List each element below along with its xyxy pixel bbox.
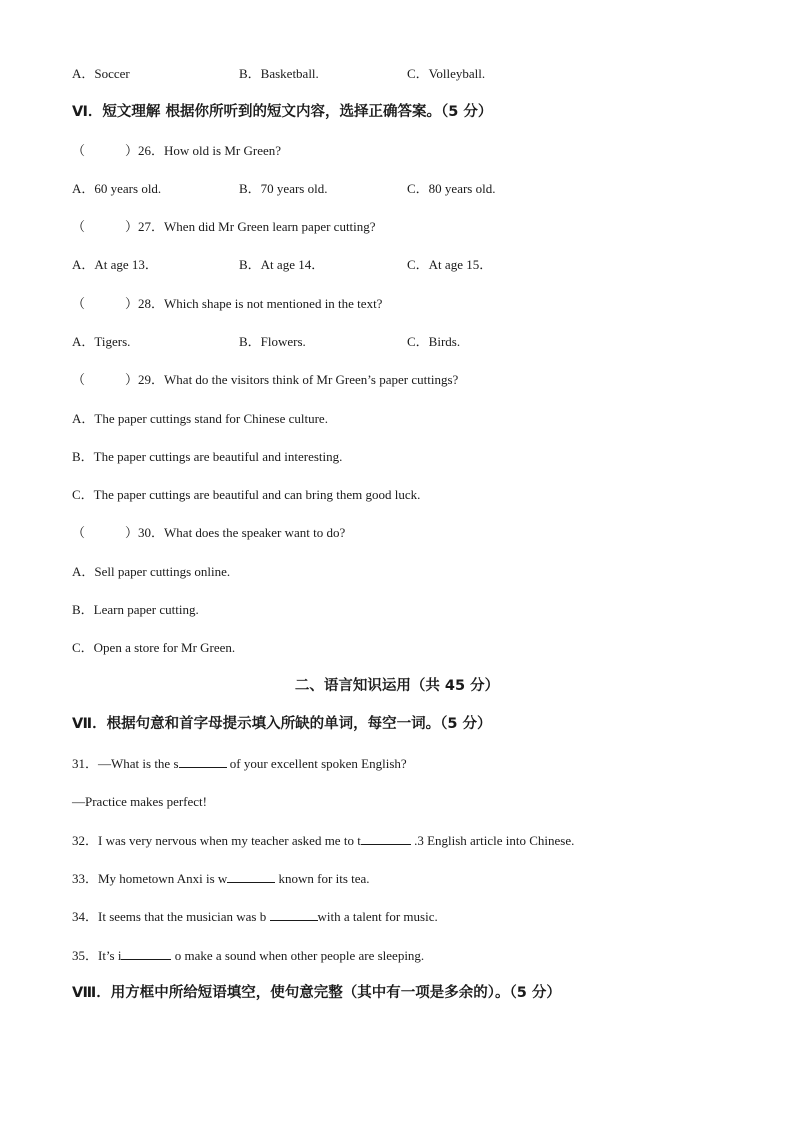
q27-option-c: C．At age 15． — [407, 257, 493, 272]
q26-option-c: C．80 years old. — [407, 181, 496, 196]
question-29 — [72, 372, 458, 388]
question-35 — [72, 947, 424, 964]
answer-paren-open: （ — [72, 219, 86, 234]
answer-paren-close: ） — [125, 143, 139, 158]
question-33-text-start: 33．My hometown Anxi is w — [72, 871, 228, 886]
answer-paren-close: ） — [125, 525, 139, 540]
question-34-text-end: with a talent for music. — [317, 909, 438, 924]
question-31-text-end: of your excellent spoken English? — [226, 756, 407, 771]
part-2-heading: 二、语言知识运用（共 45 分） — [294, 678, 500, 694]
question-27-text: 27．When did Mr Green learn paper cutting? — [138, 219, 376, 234]
answer-paren-close: ） — [125, 372, 139, 387]
question-33 — [72, 870, 370, 887]
q27-option-b: B．At age 14． — [239, 257, 325, 272]
answer-paren-close: ） — [125, 219, 139, 234]
section-6-heading: Ⅵ．短文理解 根据你所听到的短文内容，选择正确答案。（5 分） — [72, 104, 493, 120]
question-26 — [72, 143, 281, 159]
answer-paren-open: （ — [72, 372, 86, 387]
question-35-text-end: o make a sound when other people are sleeping. — [171, 948, 425, 963]
question-31-response: —Practice makes perfect! — [72, 794, 207, 809]
question-31-text-start: 31．—What is the s — [72, 756, 179, 771]
question-32-text-end: .3 English article into Chinese. — [410, 833, 575, 848]
question-33-text-end: known for its tea. — [275, 871, 370, 886]
q25-option-c: C．Volleyball. — [407, 66, 486, 81]
q26-option-b: B．70 years old. — [239, 181, 328, 196]
q28-option-c: C．Birds. — [407, 334, 461, 349]
answer-blank — [270, 908, 318, 921]
q30-option-a: A．Sell paper cuttings online. — [72, 564, 231, 579]
q25-option-b: B．Basketball. — [239, 66, 319, 81]
answer-paren-close: ） — [125, 296, 139, 311]
q26-option-a: A．60 years old. — [72, 181, 162, 196]
question-32-text-start: 32．I was very nervous when my teacher asked me to t — [72, 833, 361, 848]
q28-option-b: B．Flowers. — [239, 334, 306, 349]
question-28-text: 28．Which shape is not mentioned in the text? — [138, 296, 383, 311]
answer-paren-open: （ — [72, 143, 86, 158]
section-8-heading: Ⅷ．用方框中所给短语填空，使句意完整（其中有一项是多余的）。（5 分） — [72, 985, 561, 1001]
section-7-heading: Ⅶ．根据句意和首字母提示填入所缺的单词，每空一词。（5 分） — [72, 716, 492, 732]
answer-paren-open: （ — [72, 525, 86, 540]
question-34 — [72, 908, 438, 925]
q29-option-b: B．The paper cuttings are beautiful and interesting. — [72, 449, 343, 464]
q29-option-a: A．The paper cuttings stand for Chinese culture. — [72, 411, 328, 426]
question-27 — [72, 219, 376, 235]
answer-blank — [361, 832, 411, 845]
question-32 — [72, 832, 574, 849]
q30-option-c: C．Open a store for Mr Green. — [72, 640, 236, 655]
question-30 — [72, 525, 345, 541]
question-28 — [72, 296, 382, 312]
question-30-text: 30．What does the speaker want to do? — [138, 525, 346, 540]
question-35-text-start: 35．It’s i — [72, 948, 122, 963]
answer-blank — [179, 755, 227, 768]
question-29-text: 29．What do the visitors think of Mr Green’s paper cuttings? — [138, 372, 459, 387]
q29-option-c: C．The paper cuttings are beautiful and can bring them good luck. — [72, 487, 421, 502]
question-31 — [72, 755, 407, 772]
question-26-text: 26．How old is Mr Green? — [138, 143, 282, 158]
q27-option-a: A．At age 13． — [72, 257, 158, 272]
answer-blank — [227, 870, 275, 883]
q28-option-a: A．Tigers. — [72, 334, 131, 349]
question-34-text-start: 34．It seems that the musician was b — [72, 909, 270, 924]
answer-paren-open: （ — [72, 296, 86, 311]
q30-option-b: B．Learn paper cutting. — [72, 602, 199, 617]
answer-blank — [121, 947, 171, 960]
q25-option-a: A．Soccer — [72, 66, 130, 81]
